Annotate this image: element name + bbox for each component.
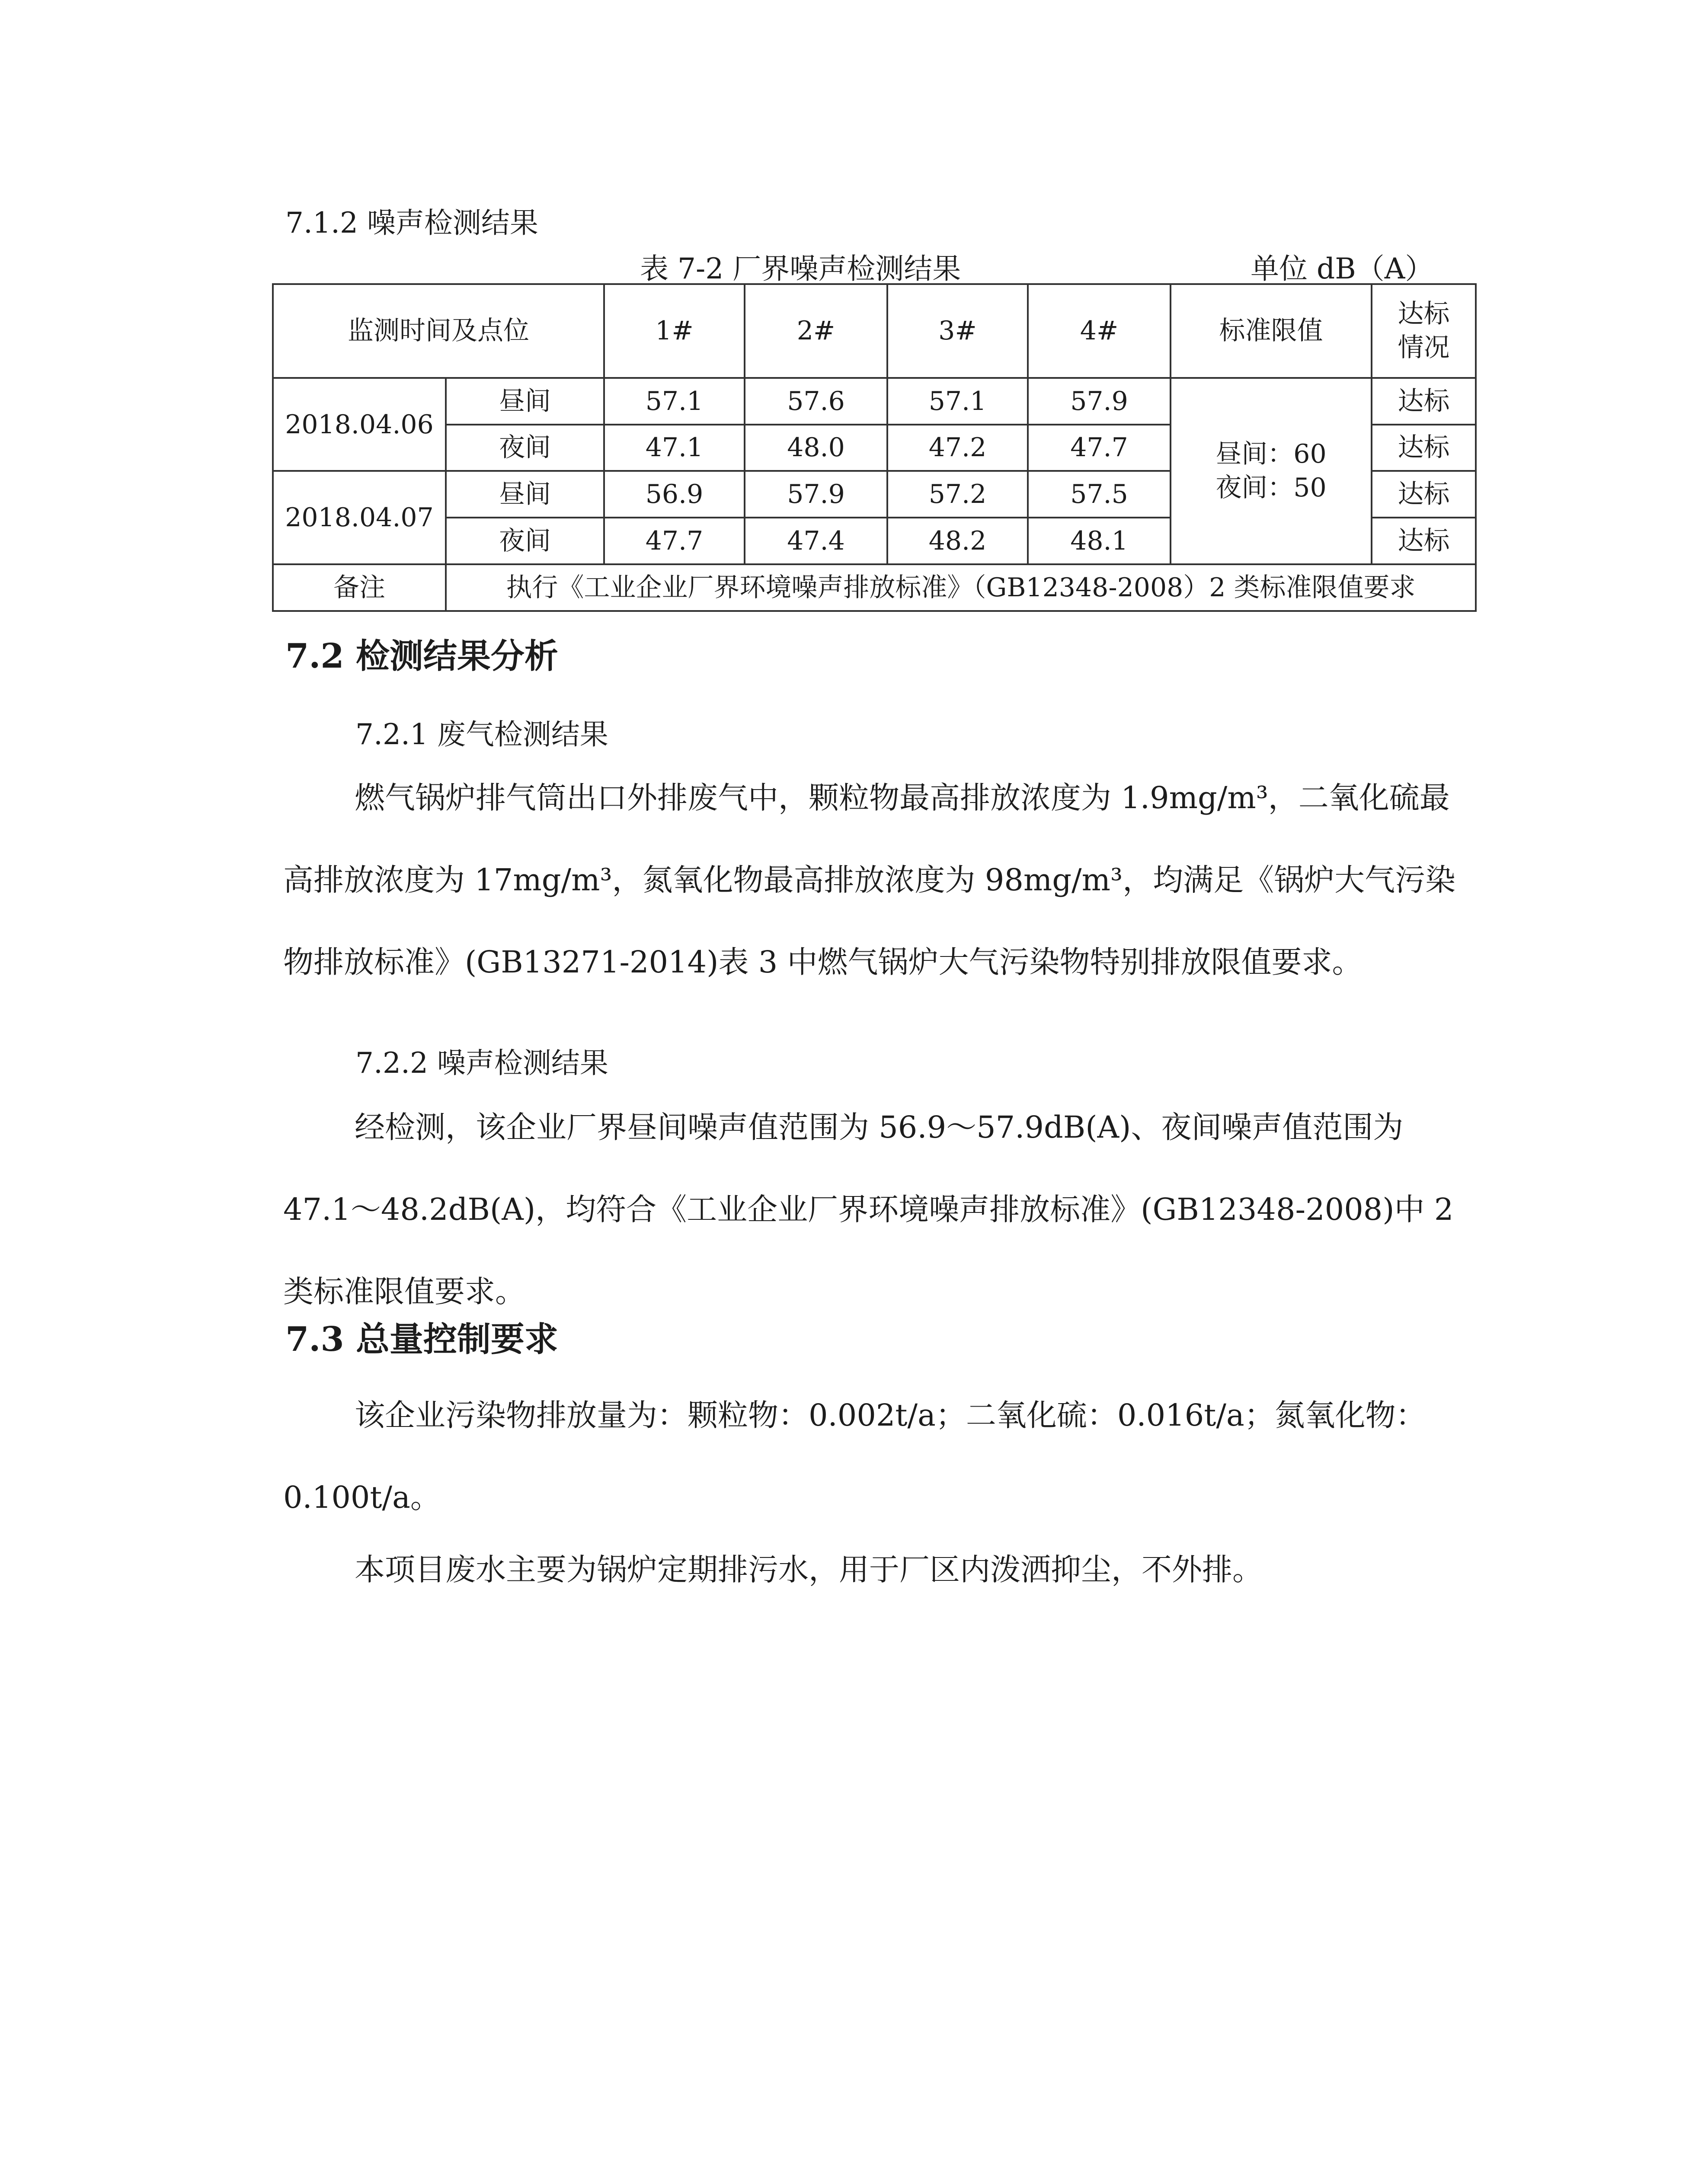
section-7-2-2-title: 7.2.2 噪声检测结果 (355, 1046, 608, 1080)
paragraph-text: 经检测，该企业厂界昼间噪声值范围为 56.9～57.9dB(A)、夜间噪声值范围为 47.1～48.2dB(A)，均符合《工业企业厂界环境噪声排放标准》(GB12348-2008)中 2 类标准限值要求。 (283, 1110, 1454, 1309)
row-value: 47.1 (604, 425, 745, 471)
table-unit: 单位 dB（A） (1251, 252, 1434, 285)
header-status (1372, 284, 1476, 378)
paragraph-text: 本项目废水主要为锅炉定期排污水，用于厂区内泼洒抑尘，不外排。 (355, 1552, 1263, 1587)
header-time-point: 监测时间及点位 (273, 284, 604, 378)
paragraph-text: 燃气锅炉排气筒出口外排废气中，颗粒物最高排放浓度为 1.9mg/m³，二氧化硫最高排放浓度为 17mg/m³，氮氧化物最高排放浓度为 98mg/m³，均满足《锅炉大气污染物排放标准》(GB13271-2014)表 3 中燃气锅炉大气污染物特别排放限值要求。 (283, 780, 1456, 980)
row-value: 57.1 (604, 378, 745, 425)
row-value: 48.2 (887, 518, 1028, 564)
row-period: 昼间 (446, 471, 604, 518)
header-point-1: 1# (604, 284, 745, 378)
row-value: 57.9 (1028, 378, 1171, 425)
row-period: 夜间 (446, 425, 604, 471)
row-value: 57.6 (745, 378, 887, 425)
section-7-3-paragraph-2 (283, 1529, 1468, 1611)
header-point-3: 3# (887, 284, 1028, 378)
header-point-2: 2# (745, 284, 887, 378)
remark-row (273, 564, 1476, 611)
header-status-line2: 情况 (1398, 333, 1450, 363)
row-value: 47.7 (604, 518, 745, 564)
row-period: 夜间 (446, 518, 604, 564)
limit-cell (1171, 378, 1372, 564)
table-header-row (273, 284, 1476, 378)
row-status: 达标 (1372, 425, 1476, 471)
section-7-2-2-paragraph (283, 1086, 1468, 1333)
row-value: 48.1 (1028, 518, 1171, 564)
section-7-2-1-paragraph (283, 757, 1468, 1003)
row-value: 57.5 (1028, 471, 1171, 518)
paragraph-text: 该企业污染物排放量为：颗粒物：0.002t/a；二氧化硫：0.016t/a；氮氧化物：0.100t/a。 (283, 1398, 1426, 1515)
row-value: 48.0 (745, 425, 887, 471)
row-status: 达标 (1372, 518, 1476, 564)
section-7-3-title: 7.3 总量控制要求 (285, 1320, 558, 1359)
row-period: 昼间 (446, 378, 604, 425)
section-7-3-paragraph-1 (283, 1374, 1468, 1538)
header-limit: 标准限值 (1171, 284, 1372, 378)
header-point-4: 4# (1028, 284, 1171, 378)
remark-text: 执行《工业企业厂界环境噪声排放标准》（GB12348-2008）2 类标准限值要求 (446, 564, 1476, 611)
row-value: 47.4 (745, 518, 887, 564)
limit-day: 昼间：60 (1215, 439, 1327, 470)
row-date: 2018.04.06 (273, 378, 446, 471)
section-7-1-2-title: 7.1.2 噪声检测结果 (285, 206, 538, 240)
table-row (273, 378, 1476, 425)
header-status-line1: 达标 (1398, 299, 1450, 329)
remark-label: 备注 (273, 564, 446, 611)
row-value: 57.9 (745, 471, 887, 518)
noise-results-table (272, 283, 1477, 612)
row-value: 47.2 (887, 425, 1028, 471)
row-status: 达标 (1372, 471, 1476, 518)
row-value: 57.1 (887, 378, 1028, 425)
section-7-2-title: 7.2 检测结果分析 (285, 636, 558, 676)
row-value: 57.2 (887, 471, 1028, 518)
row-status: 达标 (1372, 378, 1476, 425)
section-7-2-1-title: 7.2.1 废气检测结果 (355, 718, 608, 751)
limit-night: 夜间：50 (1215, 473, 1327, 503)
row-date: 2018.04.07 (273, 471, 446, 564)
row-value: 47.7 (1028, 425, 1171, 471)
table-caption: 表 7-2 厂界噪声检测结果 (640, 252, 961, 285)
row-value: 56.9 (604, 471, 745, 518)
